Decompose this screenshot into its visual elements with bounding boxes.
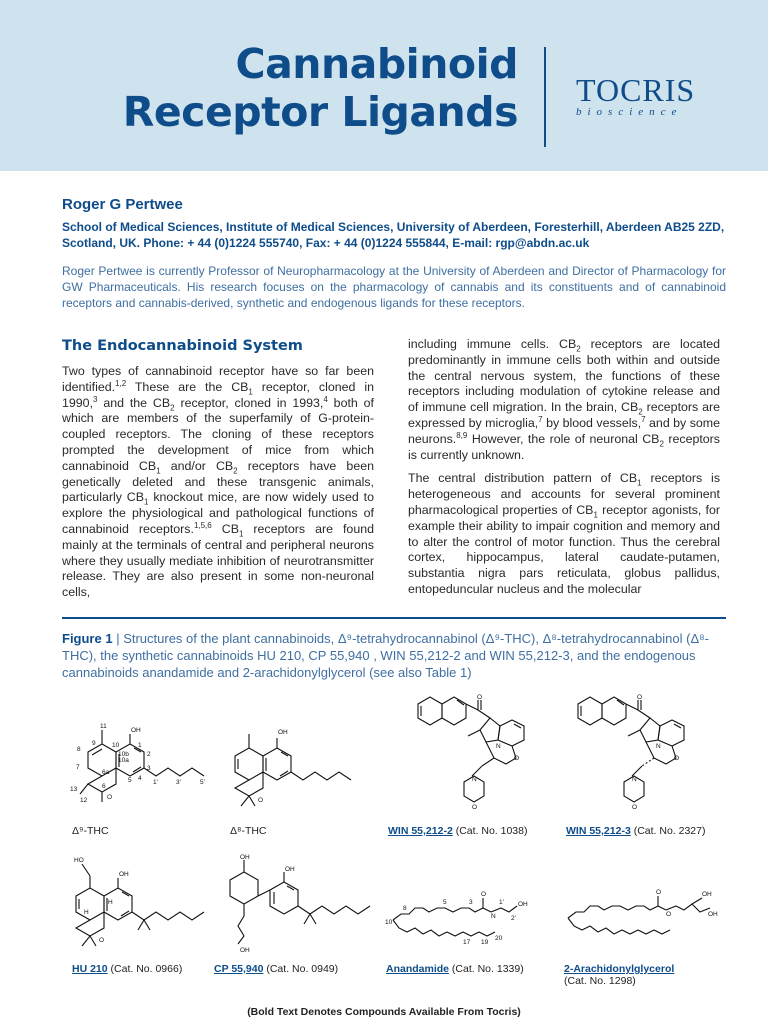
svg-text:11: 11: [100, 723, 107, 730]
structure-win-55212-3: [570, 690, 710, 820]
structure-delta8-thc: [225, 718, 375, 818]
page-title: [123, 40, 518, 136]
figure-rule: [62, 617, 726, 619]
svg-text:O: O: [637, 694, 643, 701]
svg-text:1': 1': [499, 899, 504, 906]
svg-text:N: N: [632, 776, 637, 783]
svg-text:8: 8: [77, 746, 81, 753]
header-banner: [0, 0, 768, 171]
svg-text:O: O: [481, 891, 487, 898]
svg-text:OH: OH: [702, 891, 712, 898]
svg-text:20: 20: [495, 935, 503, 942]
svg-text:OH: OH: [708, 911, 718, 918]
svg-text:4: 4: [138, 775, 142, 782]
paragraph: Two types of cannabinoid receptor have so far been identified.$^{1,2}$ These are the $CB_1$ receptor, cloned in 1990,$^3$ and the $CB_2$ receptor, cloned in 1993,$^4$ both of which are members of the superfamily of G-protein-coupled receptors. The cloning of these receptors prompted the development of mice from which cannabinoid $CB_1$ and/or $CB_2$ receptors have been genetically deleted and these transgenic animals, particularly $CB_1$ knockout mice, are now widely used to explore the physiological and pathological functions of cannabinoid receptors.$^{1,5,6}$ $CB_1$ receptors are found mainly at the terminals of central and peripheral neurons where they usually mediate inhibition of neurotransmitter release. They are also present in some non-neuronal cells,: [62, 364, 374, 600]
svg-text:9: 9: [92, 740, 96, 747]
compound-label-delta8-thc: Δ⁸-THC: [230, 825, 267, 837]
body-column-right: [408, 337, 720, 606]
tocris-logo: [576, 74, 721, 118]
svg-text:3': 3': [176, 779, 181, 786]
svg-text:H: H: [84, 909, 89, 916]
svg-text:O: O: [674, 755, 680, 762]
logo-subtitle: bioscience: [576, 106, 683, 118]
paragraph: The central distribution pattern of $CB_1$ receptors is heterogeneous and accounts for several prominent pharmacological properties of $CB_1$ receptor agonists, for example their ability to impair cognition and memory and to alter the control of motor function. Thus the cerebral cortex, hippocampus, lateral caudate-putamen, substantia nigra pars reticulata, globus pallidus, entopeduncular nucleus and the molecular: [408, 471, 721, 596]
svg-text:O: O: [656, 889, 662, 896]
compound-label-2-arachidonylglycerol: 2-Arachidonylglycerol (Cat. No. 1298): [564, 963, 675, 987]
svg-text:N: N: [496, 743, 501, 750]
svg-text:OH: OH: [119, 871, 129, 878]
compound-label-win-55212-2: WIN 55,212-2 (Cat. No. 1038): [388, 825, 528, 837]
svg-text:N: N: [491, 913, 496, 920]
title-line-2: Receptor Ligands: [122, 88, 518, 136]
svg-text:19: 19: [481, 939, 489, 946]
compound-label-anandamide: Anandamide (Cat. No. 1339): [386, 963, 524, 975]
svg-text:10b: 10b: [118, 751, 129, 758]
svg-text:O: O: [632, 804, 638, 811]
svg-text:8: 8: [403, 905, 407, 912]
svg-text:6a: 6a: [102, 769, 110, 776]
figure-label: Figure 1: [62, 631, 113, 646]
structure-2-arachidonylglycerol: [562, 880, 722, 955]
structure-cp-55940: [220, 852, 380, 957]
svg-text:13: 13: [70, 786, 78, 793]
svg-text:1: 1: [138, 742, 142, 749]
author-bio: Roger Pertwee is currently Professor of Neuropharmacology at the University of Aberdeen and Director of Pharmacology for GW Pharmaceuticals. His research focuses on the pharmacology of cannabis and its constituents and of cannabinoid receptors and cannabis-derived, synthetic and endogenous ligands for these receptors.: [62, 264, 726, 310]
logo-name: TOCRIS: [576, 72, 696, 108]
compound-label-delta9-thc: Δ⁹-THC: [72, 825, 109, 837]
svg-text:10: 10: [112, 742, 120, 749]
svg-text:N: N: [656, 743, 661, 750]
structure-win-55212-2: [410, 690, 550, 820]
svg-text:OH: OH: [278, 729, 288, 736]
compound-label-win-55212-3: WIN 55,212-3 (Cat. No. 2327): [566, 825, 706, 837]
svg-text:O: O: [514, 755, 520, 762]
svg-text:OH: OH: [131, 727, 141, 734]
svg-text:5: 5: [128, 777, 132, 784]
figure-separator: |: [112, 631, 124, 646]
svg-text:O: O: [477, 694, 483, 701]
paragraph: including immune cells. $CB_2$ receptors are located predominantly in immune cells both within and outside the central nervous system, the functions of these receptors including modulation of cytokine release and of immune cell migration. In the brain, $CB_2$ receptors are expressed by microglia,$^7$ by blood vessels,$^7$ and by some neurons.$^{8,9}$ However, the role of neuronal $CB_2$ receptors is currently unknown.: [408, 337, 721, 462]
title-divider: [544, 47, 546, 147]
svg-text:OH: OH: [240, 947, 250, 954]
svg-text:7: 7: [76, 764, 80, 771]
section-heading: The Endocannabinoid System: [62, 338, 303, 354]
author-name: Roger G Pertwee: [62, 196, 183, 213]
figure-caption-text: Structures of the plant cannabinoids, Δ⁹-tetrahydrocannabinol (Δ⁹-THC), Δ⁸-tetrahydrocannabinol (Δ⁸-THC), the synthetic cannabinoids HU 210, CP 55,940 , WIN 55,212-2 and WIN 55,212-3, and the endogenous cannabinoids anandamide and 2-arachidonylglycerol (see also Table 1): [62, 631, 709, 680]
svg-text:6: 6: [102, 783, 106, 790]
svg-text:N: N: [472, 776, 477, 783]
svg-text:O: O: [472, 804, 478, 811]
svg-text:H: H: [108, 899, 113, 906]
structure-anandamide: [383, 880, 533, 955]
svg-text:2: 2: [147, 751, 151, 758]
svg-text:5': 5': [200, 779, 205, 786]
structure-delta9-thc: [62, 718, 222, 818]
footer-note: (Bold Text Denotes Compounds Available From Tocris): [247, 1006, 521, 1018]
structure-hu-210: [62, 852, 222, 957]
svg-text:12: 12: [80, 797, 88, 804]
svg-text:OH: OH: [285, 866, 295, 873]
svg-text:HO: HO: [74, 857, 84, 864]
svg-text:O: O: [258, 797, 264, 804]
compound-label-hu-210: HU 210 (Cat. No. 0966): [72, 963, 183, 975]
body-column-left: [62, 337, 374, 609]
author-affiliation: School of Medical Sciences, Institute of Medical Sciences, University of Aberdeen, Foresterhill, Aberdeen AB25 2ZD, Scotland, UK. Phone: + 44 (0)1224 555740, Fax: + 44 (0)1224 555844, E-mail: rgp@abdn.ac.uk: [62, 220, 725, 250]
svg-text:5: 5: [443, 899, 447, 906]
svg-text:OH: OH: [240, 854, 250, 861]
svg-text:1': 1': [153, 779, 158, 786]
svg-text:O: O: [99, 937, 105, 944]
svg-text:10a: 10a: [118, 757, 129, 764]
svg-text:OH: OH: [518, 901, 528, 908]
svg-text:2': 2': [511, 915, 516, 922]
svg-text:O: O: [666, 911, 672, 918]
svg-text:17: 17: [463, 939, 471, 946]
svg-text:10: 10: [385, 919, 393, 926]
svg-text:O: O: [107, 794, 113, 801]
title-line-1: Cannabinoid: [235, 40, 518, 88]
figure-caption: [62, 630, 726, 681]
svg-text:3: 3: [147, 765, 151, 772]
svg-text:3: 3: [469, 899, 473, 906]
compound-label-cp-55940: CP 55,940 (Cat. No. 0949): [214, 963, 339, 975]
